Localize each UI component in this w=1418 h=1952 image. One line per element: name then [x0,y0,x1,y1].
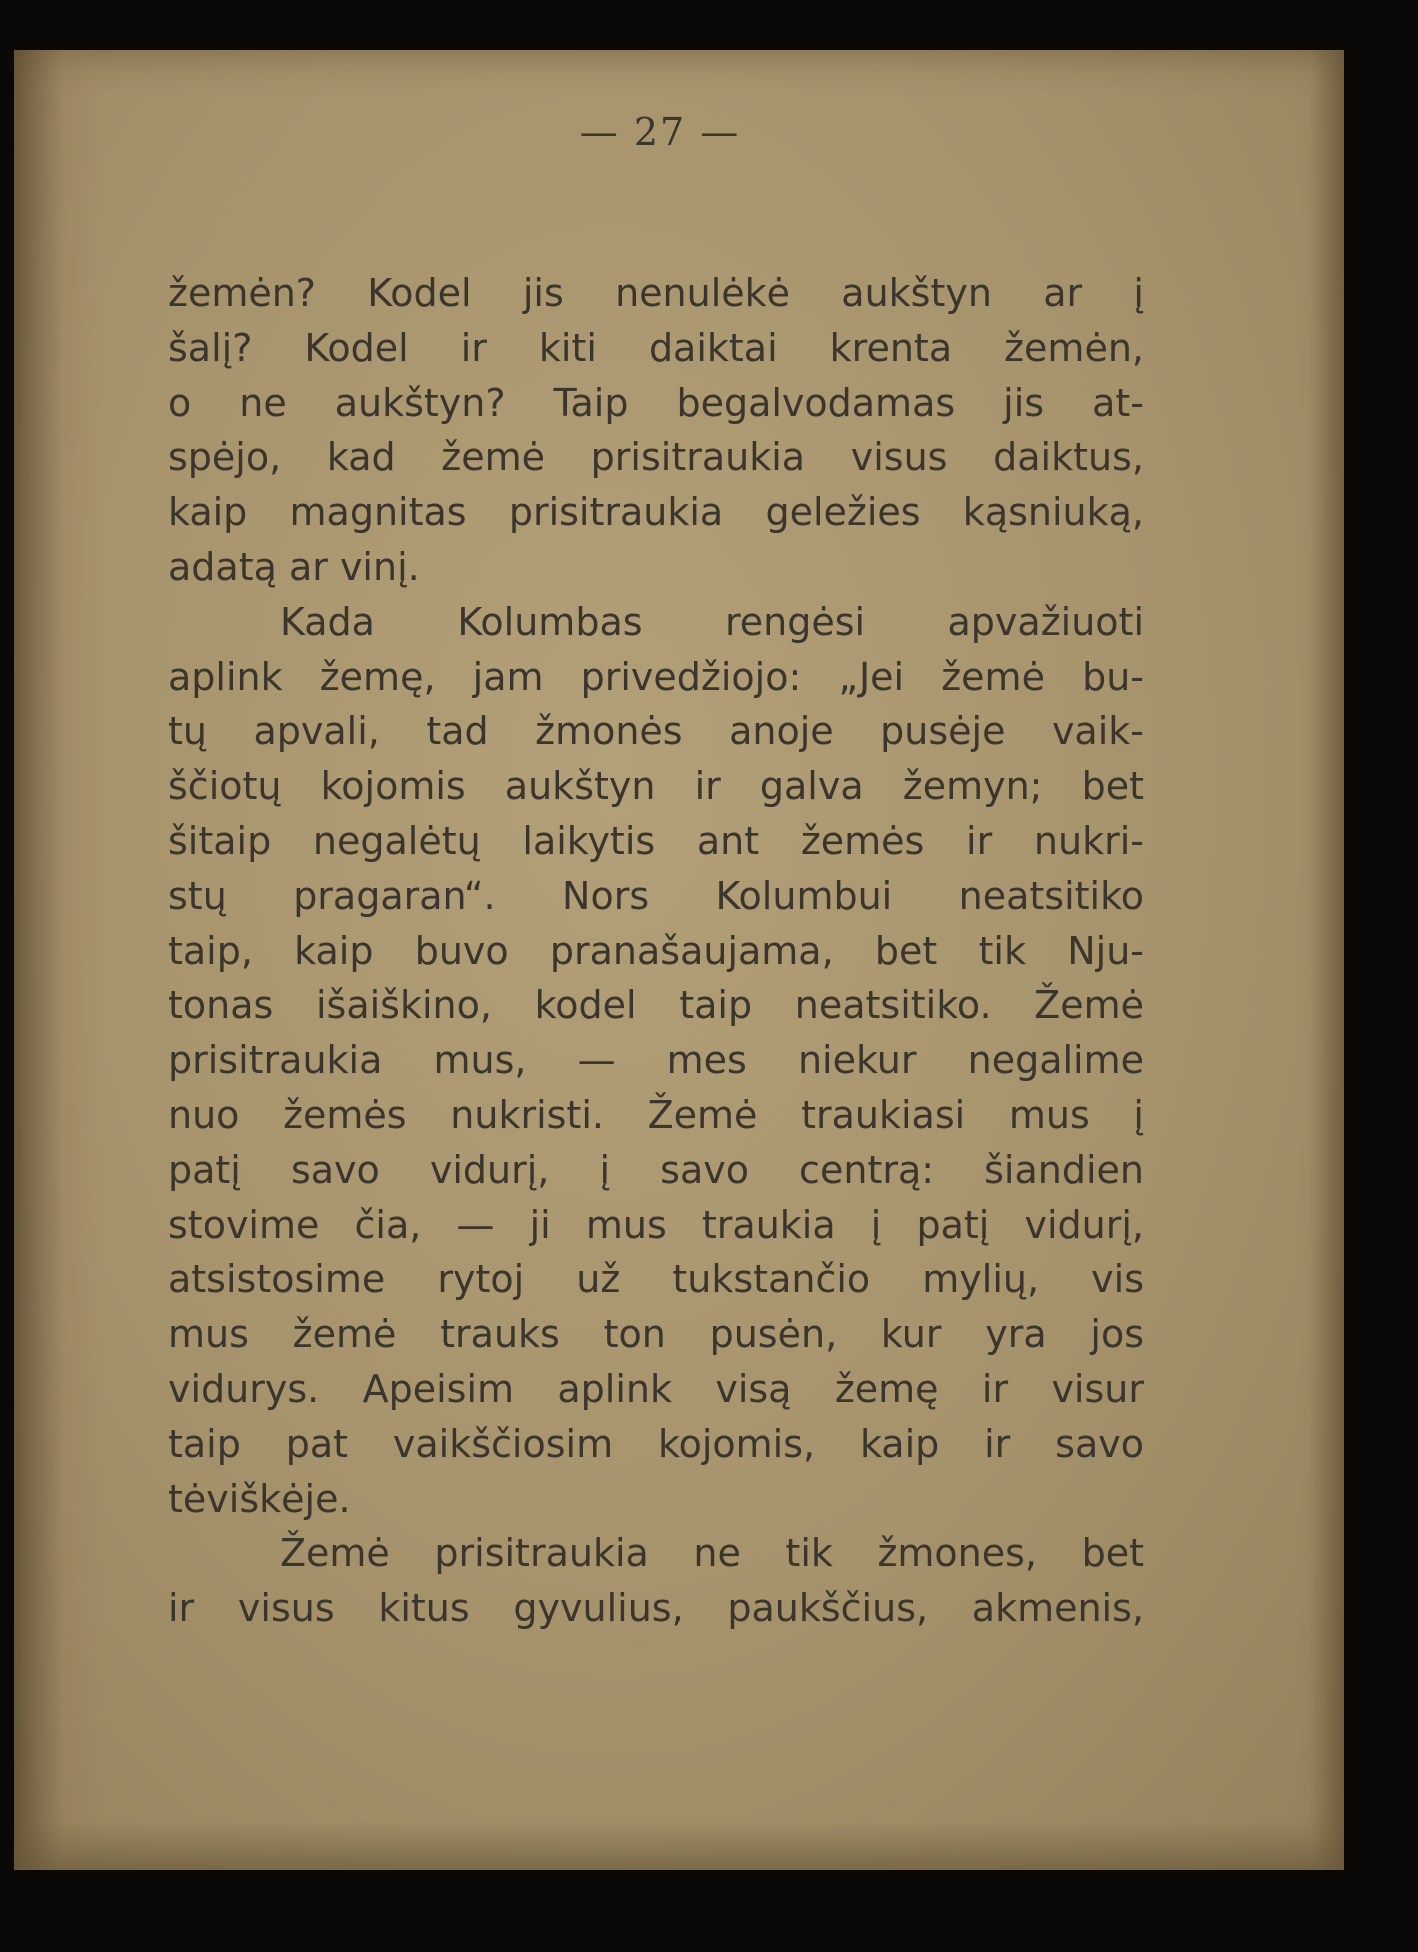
text-line: Kada Kolumbas rengėsi apvažiuoti [280,599,1144,644]
text-line: tų apvali, tad žmonės anoje pusėje vaik- [168,709,1144,754]
text-line: o ne aukštyn? Taip begalvodamas jis at- [168,380,1144,425]
text-line: kaip magnitas prisitraukia geležies kąsniuką, [168,490,1144,535]
text-line: mus žemė trauks ton pusėn, kur yra jos [168,1312,1144,1357]
text-line: adatą ar vinį. [168,544,420,589]
text-line: aplink žemę, jam privedžiojo: „Jei žemė bu- [168,654,1144,699]
page-number: — 27 — [579,110,741,154]
text-line: ir visus kitus gyvulius, paukščius, akmenis, [168,1586,1144,1631]
page-edge-right [1310,50,1344,1870]
text-line: šitaip negalėtų laikytis ant žemės ir nukri- [168,818,1144,863]
text-line: patį savo vidurį, į savo centrą: šiandien [168,1147,1144,1192]
text-line: nuo žemės nukristi. Žemė traukiasi mus į [168,1092,1144,1137]
text-line: Žemė prisitraukia ne tik žmones, bet [280,1531,1144,1576]
text-line: spėjo, kad žemė prisitraukia visus daiktus, [168,435,1144,480]
text-line: stų pragaran“. Nors Kolumbui neatsitiko [168,873,1144,918]
text-line: taip, kaip buvo pranašaujama, bet tik Nju- [168,928,1144,973]
spine-shadow [14,50,104,1870]
text-line: stovime čia, — ji mus traukia į patį vidurį, [168,1202,1144,1247]
text-line: taip pat vaikščiosim kojomis, kaip ir savo [168,1421,1144,1466]
text-line: atsistosime rytoj už tukstančio mylių, vis [168,1257,1144,1302]
page-edge-bottom [14,1820,1344,1870]
text-line: žemėn? Kodel jis nenulėkė aukštyn ar į [168,271,1144,315]
text-line: tėviškėje. [168,1476,351,1521]
body-text [168,266,1144,1636]
text-line: tonas išaiškino, kodel taip neatsitiko. Žemė [168,983,1144,1028]
text-line: prisitraukia mus, — mes niekur negalime [168,1038,1144,1083]
text-line: vidurys. Apeisim aplink visą žemę ir visur [168,1366,1144,1411]
text-line: šalį? Kodel ir kiti daiktai krenta žemėn, [168,325,1144,370]
text-line: ščiotų kojomis aukštyn ir galva žemyn; bet [168,764,1144,809]
